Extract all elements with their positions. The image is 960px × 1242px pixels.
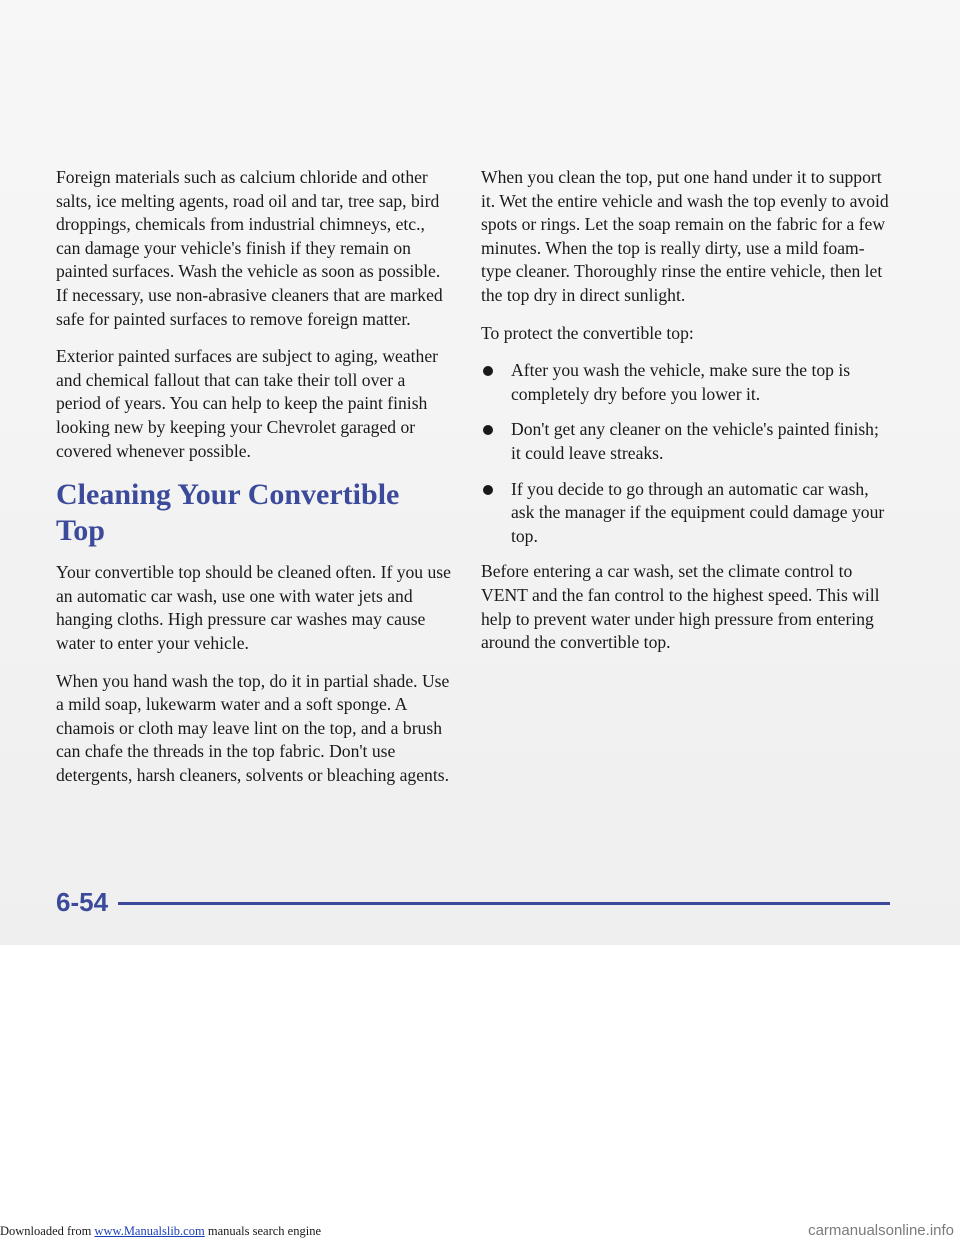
list-item <box>481 418 891 465</box>
page-number: 6-54 <box>56 887 109 917</box>
convertible-clean-paragraph: Your convertible top should be cleaned often. If you use an automatic car wash, use one with water jets and hanging cloths. High pressure car washes may cause water to enter your vehicle. <box>56 562 451 653</box>
exterior-surfaces-paragraph: Exterior painted surfaces are subject to aging, weather and chemical fallout that can take their toll over a period of years. You can help to keep the paint finish looking new by keeping your Chevrolet garaged or covered whenever possible. <box>56 346 439 461</box>
bullet-icon <box>483 485 493 495</box>
bullet-icon <box>483 425 493 435</box>
hand-wash-paragraph: When you hand wash the top, do it in partial shade. Use a mild soap, lukewarm water and a soft sponge. A chamois or cloth may leave lint on the top, and a brush can chafe the threads in the top fabric. Don't use detergents, harsh cleaners, solvents or bleaching agents. <box>56 670 450 785</box>
list-item-text: After you wash the vehicle, make sure the top is completely dry before you lower it. <box>511 360 851 404</box>
manualslib-link[interactable]: www.Manualslib.com <box>94 1224 205 1238</box>
watermark: carmanualsonline.info <box>808 1222 954 1239</box>
bullet-icon <box>483 366 493 376</box>
list-item-text: If you decide to go through an automatic car wash, ask the manager if the equipment could damage your top. <box>511 478 885 546</box>
banner-suffix: manuals search engine <box>204 1224 321 1238</box>
right-column <box>481 166 891 669</box>
protect-top-list <box>481 359 891 548</box>
list-item <box>481 359 891 406</box>
car-wash-paragraph: Before entering a car wash, set the climate control to VENT and the fan control to the highest speed. This will help to prevent water under high pressure from entering around the convertible top. <box>481 561 880 653</box>
left-column <box>56 166 451 801</box>
download-banner <box>0 1224 321 1239</box>
list-item-text: Don't get any cleaner on the vehicle's painted finish; it could leave streaks. <box>511 419 879 463</box>
banner-prefix: Downloaded from <box>0 1224 95 1238</box>
list-item <box>481 478 891 549</box>
foreign-materials-paragraph: Foreign materials such as calcium chloride and other salts, ice melting agents, road oil and tar, tree sap, bird droppings, chemicals from industrial chimneys, etc., can damage your vehicle's finish if they remain on painted surfaces. Wash the vehicle as soon as possible. If necessary, use non-abrasive cleaners that are marked safe for painted surfaces to remove foreign matter. <box>56 167 443 329</box>
clean-top-paragraph: When you clean the top, put one hand under it to support it. Wet the entire vehicle and wash the top evenly to avoid spots or rings. Let the soap remain on the fabric for a few minutes. When the top is really dirty, use a mild foam-type cleaner. Thoroughly rinse the entire vehicle, then let the top dry in direct sunlight. <box>481 167 889 305</box>
footer-rule <box>118 902 890 905</box>
section-heading: Cleaning Your Convertible Top <box>56 478 400 548</box>
protect-top-intro: To protect the convertible top: <box>481 322 694 343</box>
